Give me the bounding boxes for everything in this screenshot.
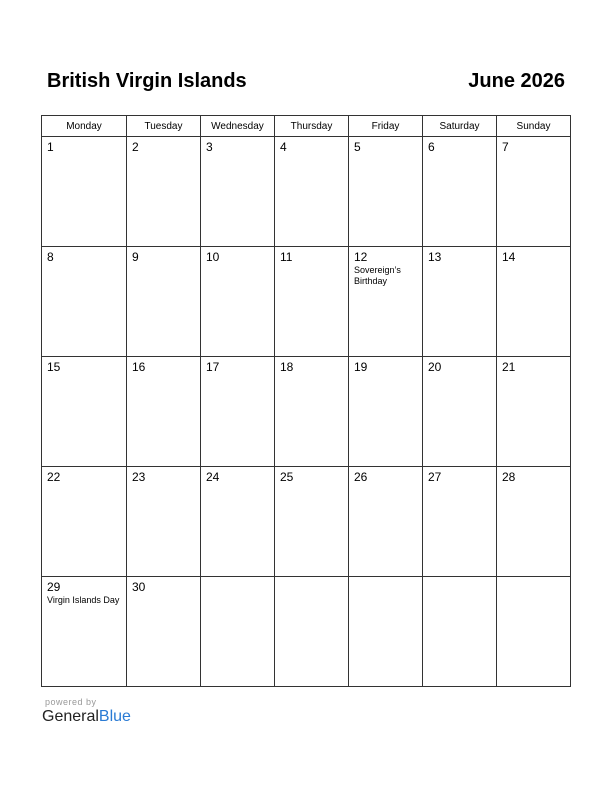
weekday-saturday: Saturday [423,116,497,137]
day-number: 6 [428,140,435,154]
brand-blue-text: Blue [98,708,131,725]
day-number: 18 [280,360,294,374]
day-number: 28 [502,470,516,484]
day-cell [275,467,349,577]
day-number: 26 [354,470,368,484]
weekday-friday: Friday [349,116,423,137]
day-number: 11 [280,250,293,264]
day-cell [497,577,571,687]
day-number: 30 [132,580,146,594]
day-number: 22 [47,470,61,484]
day-cell [127,137,201,247]
country-title: British Virgin Islands [47,70,247,92]
day-number: 23 [132,470,146,484]
day-cell [275,247,349,357]
day-number: 7 [502,140,509,154]
day-cell [275,577,349,687]
day-cell [42,577,127,687]
day-number: 17 [206,360,220,374]
month-title: June 2026 [468,70,565,92]
day-cell [201,467,275,577]
holiday-label: Sovereign’s Birthday [354,265,401,286]
day-number: 25 [280,470,294,484]
holiday-label: Virgin Islands Day [47,595,120,605]
day-number: 27 [428,470,442,484]
weekday-header-row [42,116,571,137]
generalblue-logo [42,708,131,726]
day-number: 9 [132,250,139,264]
week-row [42,577,571,687]
week-row [42,137,571,247]
day-number: 14 [502,250,516,264]
day-number: 10 [206,250,220,264]
day-cell [275,137,349,247]
footer [42,697,131,726]
day-cell [201,577,275,687]
day-cell [349,357,423,467]
day-cell [423,467,497,577]
weekday-wednesday: Wednesday [201,116,275,137]
weekday-monday: Monday [42,116,127,137]
day-cell [497,357,571,467]
calendar-header [47,70,565,98]
week-row [42,357,571,467]
day-cell [497,467,571,577]
calendar-body [42,137,571,687]
day-cell [201,247,275,357]
day-cell [497,137,571,247]
day-cell [349,137,423,247]
day-cell [497,247,571,357]
day-number: 24 [206,470,220,484]
weekday-sunday: Sunday [497,116,571,137]
day-cell [42,137,127,247]
day-number: 8 [47,250,54,264]
brand-general-text: General [42,708,99,725]
week-row [42,467,571,577]
day-cell [423,137,497,247]
powered-by-text: powered by [45,697,97,707]
day-cell [349,577,423,687]
day-number: 4 [280,140,287,154]
day-cell [275,357,349,467]
calendar-grid [41,115,571,687]
day-cell [423,357,497,467]
day-cell [201,357,275,467]
day-cell [42,247,127,357]
weekday-tuesday: Tuesday [127,116,201,137]
day-cell [423,247,497,357]
day-number: 15 [47,360,61,374]
day-cell [127,357,201,467]
day-number: 20 [428,360,442,374]
day-number: 3 [206,140,213,154]
day-cell [42,357,127,467]
day-number: 5 [354,140,361,154]
day-cell [127,467,201,577]
day-cell [127,577,201,687]
day-cell [349,467,423,577]
day-number: 29 [47,580,61,594]
day-cell [349,247,423,357]
weekday-thursday: Thursday [275,116,349,137]
day-number: 13 [428,250,442,264]
day-cell [127,247,201,357]
week-row [42,247,571,357]
day-number: 2 [132,140,139,154]
day-number: 1 [47,140,54,154]
day-number: 19 [354,360,368,374]
day-cell [423,577,497,687]
day-number: 16 [132,360,146,374]
day-cell [201,137,275,247]
day-cell [42,467,127,577]
day-number: 12 [354,250,368,264]
day-number: 21 [502,360,516,374]
